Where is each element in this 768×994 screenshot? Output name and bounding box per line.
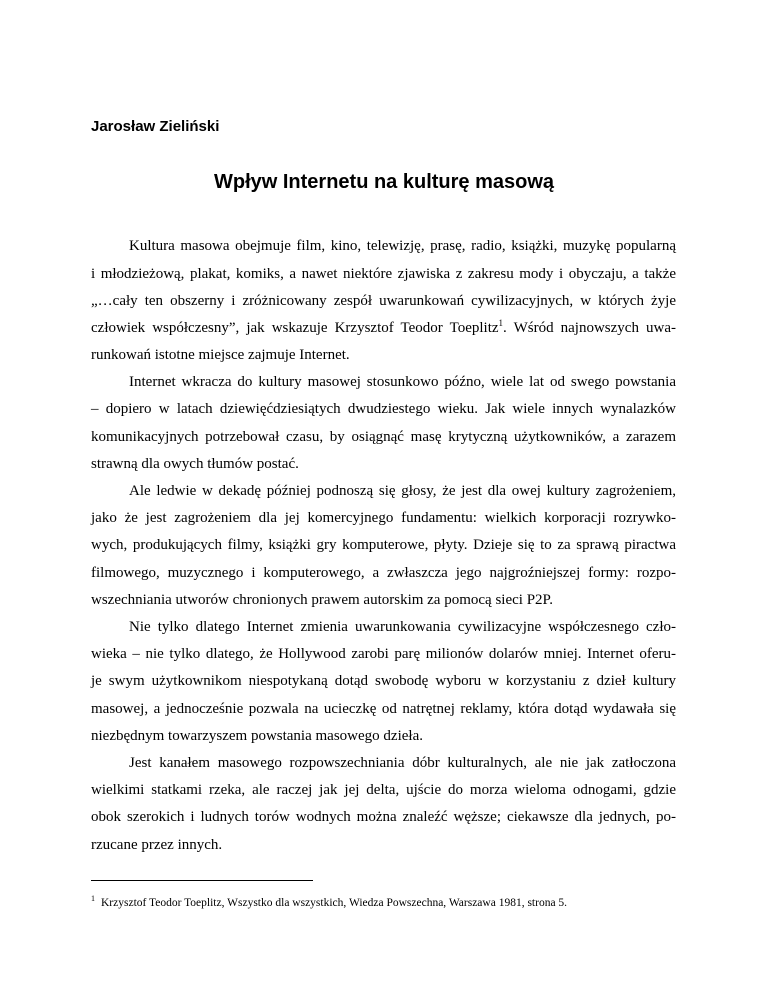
footnote: [91, 896, 567, 910]
paragraph-line: Kultura masowa obejmuje film, kino, telewizję, prasę, radio, książki, muzykę popularną: [129, 238, 676, 254]
paragraph-line: wieka – nie tylko dlatego, że Hollywood zarobi parę milionów dolarów mniej. Internet oferu-: [91, 646, 676, 662]
paragraph-line: je swym użytkownikom niespotykaną dotąd swobodę wyboru w korzystaniu z dzieł kultury: [91, 673, 676, 689]
paragraph-line: niezbędnym towarzyszem powstania masowego dzieła.: [91, 728, 423, 744]
paragraph-line: komunikacyjnych potrzebował czasu, by osiągnąć masę krytyczną użytkowników, a zarazem: [91, 429, 676, 445]
paragraph-line: strawną dla owych tłumów postać.: [91, 456, 299, 472]
footnote-marker: 1: [91, 894, 95, 903]
line-text: człowiek współczesny”, jak wskazuje Krzysztof Teodor Toeplitz: [91, 320, 499, 336]
page-title: Wpływ Internetu na kulturę masową: [213, 171, 555, 193]
paragraph-line: Jest kanałem masowego rozpowszechniania dóbr kulturalnych, ale nie jak zatłoczona: [129, 755, 676, 771]
author-name: Jarosław Zieliński: [91, 118, 220, 135]
paragraph-line: masowej, a jednocześnie pozwala na ucieczkę od natrętnej reklamy, która dotąd wydawała się: [91, 701, 676, 717]
paragraph-line: i młodzieżową, plakat, komiks, a nawet niektóre zjawiska z zakresu mody i obyczaju, a także: [91, 266, 676, 282]
paragraph-line: Nie tylko dlatego Internet zmienia uwarunkowania cywilizacyjne współczesnego czło-: [129, 619, 676, 635]
paragraph-line: „…cały ten obszerny i zróżnicowany zespół uwarunkowań cywilizacyjnych, w których żyje: [91, 293, 676, 309]
line-text: . Wśród najnowszych uwa-: [503, 320, 676, 336]
paragraph-line: jako że jest zagrożeniem dla jej komercyjnego fundamentu: wielkich korporacji rozrywko-: [91, 510, 676, 526]
paragraph-line: [91, 319, 676, 337]
paragraph-line: obok szerokich i ludnych torów wodnych można znaleźć węższe; ciekawsze dla jednych, po-: [91, 809, 676, 825]
paragraph-line: runkowań istotne miejsce zajmuje Internet.: [91, 347, 350, 363]
paragraph-line: rzucane przez innych.: [91, 837, 223, 853]
paragraph-line: filmowego, muzycznego i komputerowego, a zwłaszcza jego najgroźniejszej formy: rozpo-: [91, 565, 676, 581]
footnote-separator: [91, 880, 313, 881]
footnote-text: Krzysztof Teodor Toeplitz, Wszystko dla wszystkich, Wiedza Powszechna, Warszawa 1981, strona 5.: [101, 897, 568, 909]
footnote-reference[interactable]: 1: [498, 318, 504, 328]
paragraph-line: wszechniania utworów chronionych prawem autorskim za pomocą sieci P2P.: [91, 592, 553, 608]
paragraph-line: – dopiero w latach dziewięćdziesiątych dwudziestego wieku. Jak wiele innych wynalazków: [91, 401, 676, 417]
paragraph-line: Internet wkracza do kultury masowej stosunkowo późno, wiele lat od swego powstania: [129, 374, 676, 390]
paragraph-line: wielkimi statkami rzeka, ale raczej jak jej delta, ujście do morza wieloma odnogami, gdzie: [91, 782, 676, 798]
paragraph-line: Ale ledwie w dekadę później podnoszą się głosy, że jest dla owej kultury zagrożeniem,: [129, 483, 676, 499]
paragraph-line: wych, produkujących filmy, książki gry komputerowe, płyty. Dzieje się to za sprawą piractwa: [91, 537, 676, 553]
